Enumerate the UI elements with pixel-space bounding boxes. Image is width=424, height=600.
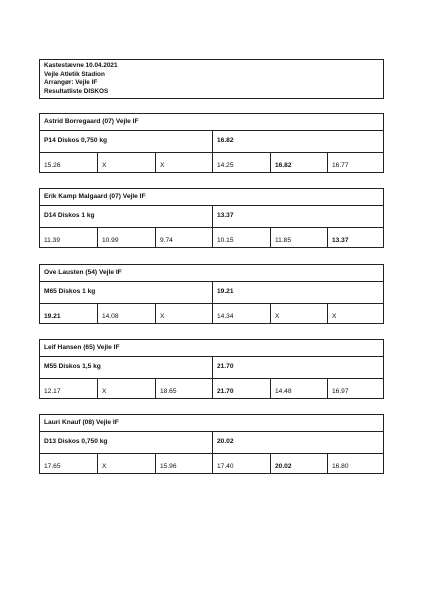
result-grid (39, 357, 384, 399)
meet-venue: Vejle Atletik Stadion (44, 70, 105, 78)
meet-title: Kastestævne 10.04.2021 (44, 62, 118, 69)
attempt-5: X (275, 313, 280, 320)
attempt-1: 11.39 (44, 237, 61, 244)
attempt-2: X (102, 388, 107, 395)
attempt-1: 17.65 (44, 463, 61, 470)
athlete-name: Astrid Borregaard (07) Vejle IF (39, 113, 384, 131)
attempt-3: 18.65 (160, 388, 177, 395)
attempt-4: 17.40 (217, 463, 234, 470)
event-row (40, 432, 383, 454)
athlete-name: Leif Hansen (65) Vejle IF (39, 339, 384, 357)
attempt-3: 9.74 (160, 237, 173, 244)
attempt-6: 16.77 (332, 162, 349, 169)
attempts-row (40, 378, 383, 398)
attempt-2: 10.99 (102, 237, 119, 244)
attempt-5: 20.02 (275, 463, 292, 470)
attempts-row (40, 453, 383, 473)
attempt-3: X (160, 162, 165, 169)
athlete-name: Lauri Knauf (08) Vejle IF (39, 414, 384, 432)
event-label: M55 Diskos 1,5 kg (44, 363, 101, 370)
event-row (40, 282, 383, 304)
best-result: 16.82 (217, 137, 234, 144)
attempt-6: X (332, 313, 337, 320)
attempt-4: 10.15 (217, 237, 234, 244)
result-grid (39, 282, 384, 324)
event-label: P14 Diskos 0,750 kg (44, 137, 108, 144)
best-result: 21.70 (217, 363, 234, 370)
meet-organizer: Arrangør: Vejle IF (44, 79, 98, 87)
attempt-1: 19.21 (44, 313, 61, 320)
athlete-name: Ove Lausten (54) Vejle IF (39, 264, 384, 282)
attempt-4: 14.34 (217, 313, 234, 320)
attempt-6: 16.97 (332, 388, 349, 395)
attempt-2: X (102, 463, 107, 470)
event-label: D13 Diskos 0,750 kg (44, 438, 108, 445)
attempt-1: 15.26 (44, 162, 61, 169)
results-title: Resultatliste DISKOS (44, 87, 109, 95)
result-grid (39, 131, 384, 173)
attempt-5: 16.82 (275, 162, 292, 169)
attempt-5: 11.85 (275, 237, 292, 244)
event-row (40, 357, 383, 379)
event-label: D14 Diskos 1 kg (44, 212, 95, 219)
result-grid (39, 432, 384, 474)
attempt-4: 14.25 (217, 162, 234, 169)
attempt-1: 12.17 (44, 388, 61, 395)
attempts-row (40, 227, 383, 247)
attempt-3: 15.96 (160, 463, 177, 470)
attempt-2: X (102, 162, 107, 169)
best-result: 20.02 (217, 438, 234, 445)
event-row (40, 206, 383, 228)
attempt-3: X (160, 313, 165, 320)
attempt-4: 21.70 (217, 388, 234, 395)
meet-header (39, 59, 384, 99)
attempt-5: 14.48 (275, 388, 292, 395)
attempt-6: 13.37 (332, 237, 349, 244)
event-label: M65 Diskos 1 kg (44, 288, 96, 295)
best-result: 19.21 (217, 288, 234, 295)
attempt-2: 14.08 (102, 313, 119, 320)
attempts-row (40, 303, 383, 323)
best-result: 13.37 (217, 212, 234, 219)
result-grid (39, 206, 384, 248)
event-row (40, 131, 383, 153)
attempts-row (40, 152, 383, 172)
attempt-6: 16.80 (332, 463, 349, 470)
athlete-name: Erik Kamp Malgaard (07) Vejle IF (39, 188, 384, 206)
